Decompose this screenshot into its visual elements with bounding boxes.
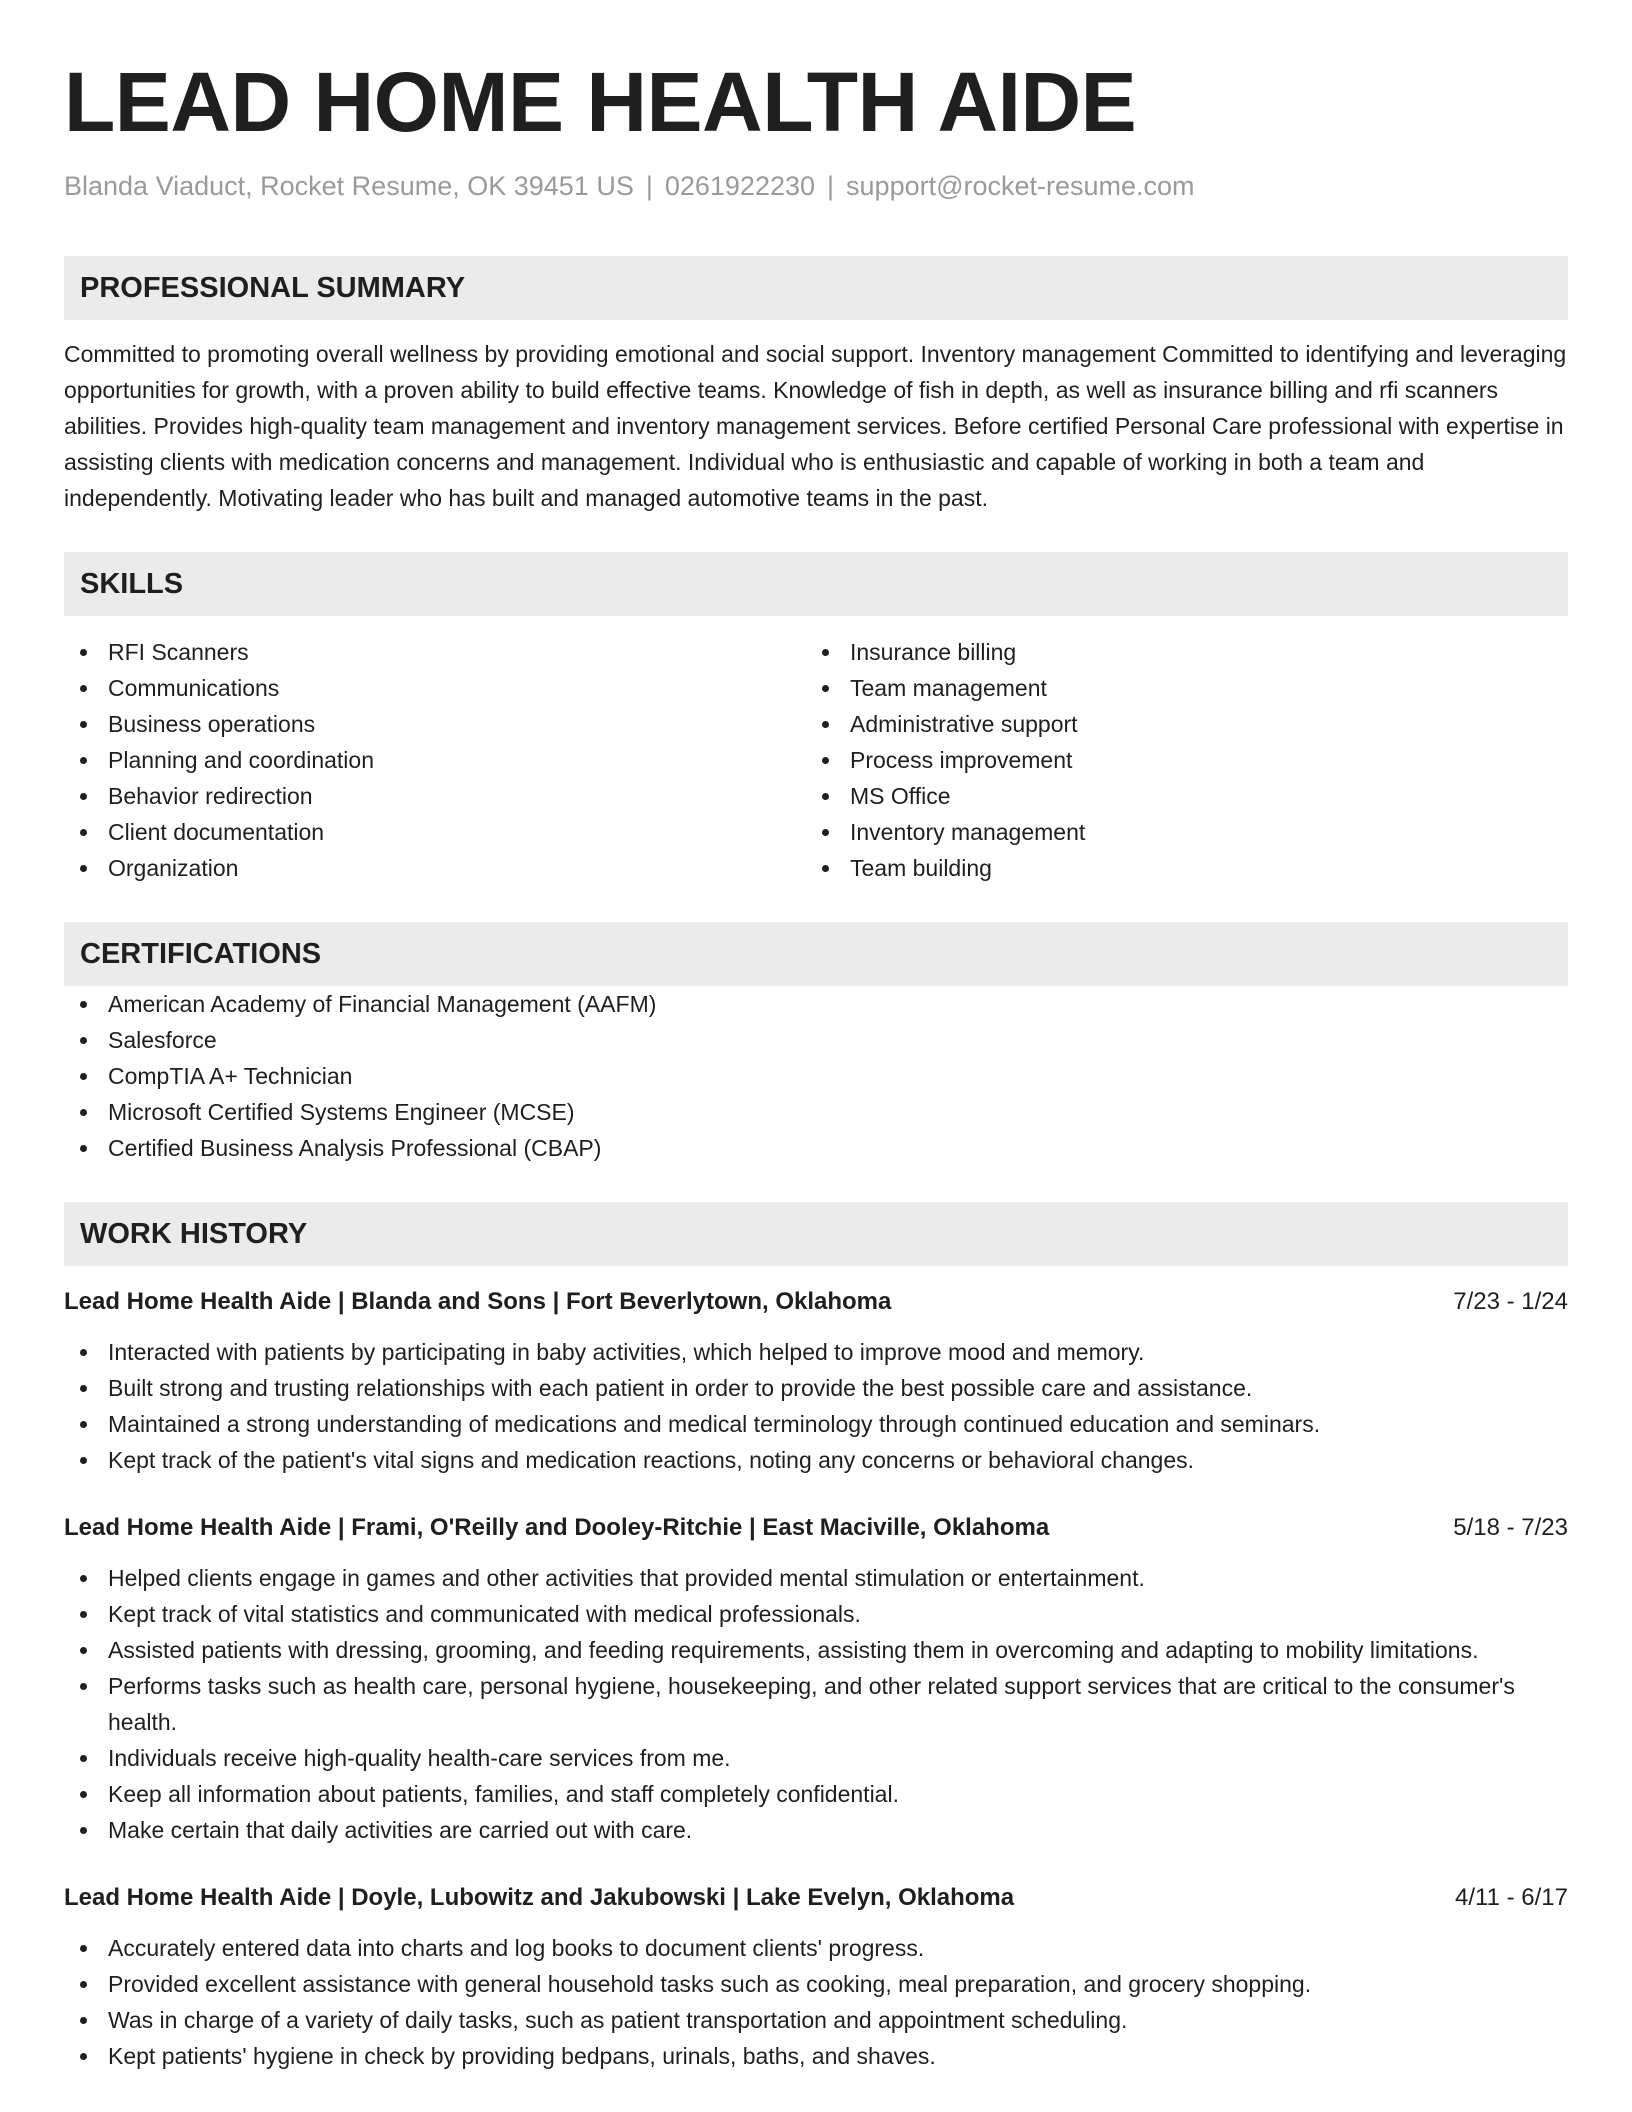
resume-name-title: LEAD HOME HEALTH AIDE	[64, 55, 1137, 149]
job-entry	[64, 1284, 1568, 1478]
certification-item: Microsoft Certified Systems Engineer (MCSE)	[64, 1094, 1568, 1130]
certification-item: Salesforce	[64, 1022, 1568, 1058]
job-heading-row	[64, 1880, 1568, 1916]
job-duties-list	[64, 1930, 1568, 2074]
certification-item: CompTIA A+ Technician	[64, 1058, 1568, 1094]
job-dates: 5/18 - 7/23	[1453, 1514, 1568, 1541]
job-dates: 4/11 - 6/17	[1455, 1884, 1568, 1911]
job-heading: Lead Home Health Aide | Blanda and Sons | Fort Beverlytown, Oklahoma	[64, 1288, 892, 1315]
job-duty-item: Accurately entered data into charts and log books to document clients' progress.	[64, 1930, 1568, 1966]
skill-item: Communications	[64, 670, 806, 706]
job-duty-item: Built strong and trusting relationships with each patient in order to provide the best possible care and assistance.	[64, 1370, 1568, 1406]
job-duty-item: Individuals receive high-quality health-care services from me.	[64, 1740, 1568, 1776]
skills-list-right	[806, 634, 1548, 886]
skill-item: Inventory management	[806, 814, 1548, 850]
job-heading: Lead Home Health Aide | Doyle, Lubowitz and Jakubowski | Lake Evelyn, Oklahoma	[64, 1884, 1015, 1911]
skill-item: MS Office	[806, 778, 1548, 814]
job-duty-item: Performs tasks such as health care, personal hygiene, housekeeping, and other related support services that are critical to the consumer's health.	[64, 1668, 1568, 1740]
section-header-summary: PROFESSIONAL SUMMARY	[64, 256, 1568, 320]
section-header-certifications: CERTIFICATIONS	[64, 922, 1568, 986]
job-duties-list	[64, 1560, 1568, 1848]
contact-separator: |	[827, 171, 835, 201]
job-duty-item: Helped clients engage in games and other activities that provided mental stimulation or entertainment.	[64, 1560, 1568, 1596]
job-duty-item: Kept patients' hygiene in check by providing bedpans, urinals, baths, and shaves.	[64, 2038, 1568, 2074]
skill-item: Business operations	[64, 706, 806, 742]
job-entry	[64, 1880, 1568, 2074]
job-duty-item: Was in charge of a variety of daily tasks, such as patient transportation and appointment scheduling.	[64, 2002, 1568, 2038]
contact-email: support@rocket-resume.com	[846, 171, 1195, 201]
skill-item: Client documentation	[64, 814, 806, 850]
contact-address: Blanda Viaduct, Rocket Resume, OK 39451 US	[64, 171, 634, 201]
job-duty-item: Assisted patients with dressing, grooming, and feeding requirements, assisting them in overcoming and adapting to mobility limitations.	[64, 1632, 1568, 1668]
skill-item: Insurance billing	[806, 634, 1548, 670]
job-heading-row	[64, 1284, 1568, 1320]
certification-item: Certified Business Analysis Professional (CBAP)	[64, 1130, 1568, 1166]
job-duty-item: Maintained a strong understanding of medications and medical terminology through continued education and seminars.	[64, 1406, 1568, 1442]
skill-item: Team management	[806, 670, 1548, 706]
skill-item: Organization	[64, 850, 806, 886]
job-duties-list	[64, 1334, 1568, 1478]
job-heading: Lead Home Health Aide | Frami, O'Reilly and Dooley-Ritchie | East Maciville, Oklahoma	[64, 1514, 1050, 1541]
job-duty-item: Keep all information about patients, families, and staff completely confidential.	[64, 1776, 1568, 1812]
certification-item: American Academy of Financial Management (AAFM)	[64, 986, 1568, 1022]
job-duty-item: Make certain that daily activities are carried out with care.	[64, 1812, 1568, 1848]
skill-item: RFI Scanners	[64, 634, 806, 670]
skill-item: Behavior redirection	[64, 778, 806, 814]
skill-item: Team building	[806, 850, 1548, 886]
job-duty-item: Kept track of vital statistics and communicated with medical professionals.	[64, 1596, 1568, 1632]
skills-list-left	[64, 634, 806, 886]
skill-item: Administrative support	[806, 706, 1548, 742]
job-duty-item: Provided excellent assistance with general household tasks such as cooking, meal preparation, and grocery shopping.	[64, 1966, 1568, 2002]
job-duty-item: Kept track of the patient's vital signs and medication reactions, noting any concerns or behavioral changes.	[64, 1442, 1568, 1478]
contact-line	[64, 168, 1568, 204]
certifications-list	[64, 986, 1568, 1166]
job-dates: 7/23 - 1/24	[1453, 1288, 1568, 1315]
job-duty-item: Interacted with patients by participating in baby activities, which helped to improve mood and memory.	[64, 1334, 1568, 1370]
section-header-skills: SKILLS	[64, 552, 1568, 616]
section-header-work-history: WORK HISTORY	[64, 1202, 1568, 1266]
contact-separator: |	[645, 171, 653, 201]
job-entry	[64, 1510, 1568, 1848]
skills-grid	[64, 634, 1568, 886]
job-heading-row	[64, 1510, 1568, 1546]
contact-phone: 0261922230	[664, 171, 816, 201]
skill-item: Process improvement	[806, 742, 1548, 778]
summary-text: Committed to promoting overall wellness by providing emotional and social support. Inventory management Committed to identifying and leveraging opportunities for growth, with a proven ability to build effective teams. Knowledge of fish in depth, as well as insurance billing and rfi scanners abilities. Provides high-quality team management and inventory management services. Before certified Personal Care professional with expertise in assisting clients with medication concerns and management. Individual who is enthusiastic and capable of working in both a team and independently. Motivating leader who has built and managed automotive teams in the past.	[64, 341, 1567, 511]
skill-item: Planning and coordination	[64, 742, 806, 778]
